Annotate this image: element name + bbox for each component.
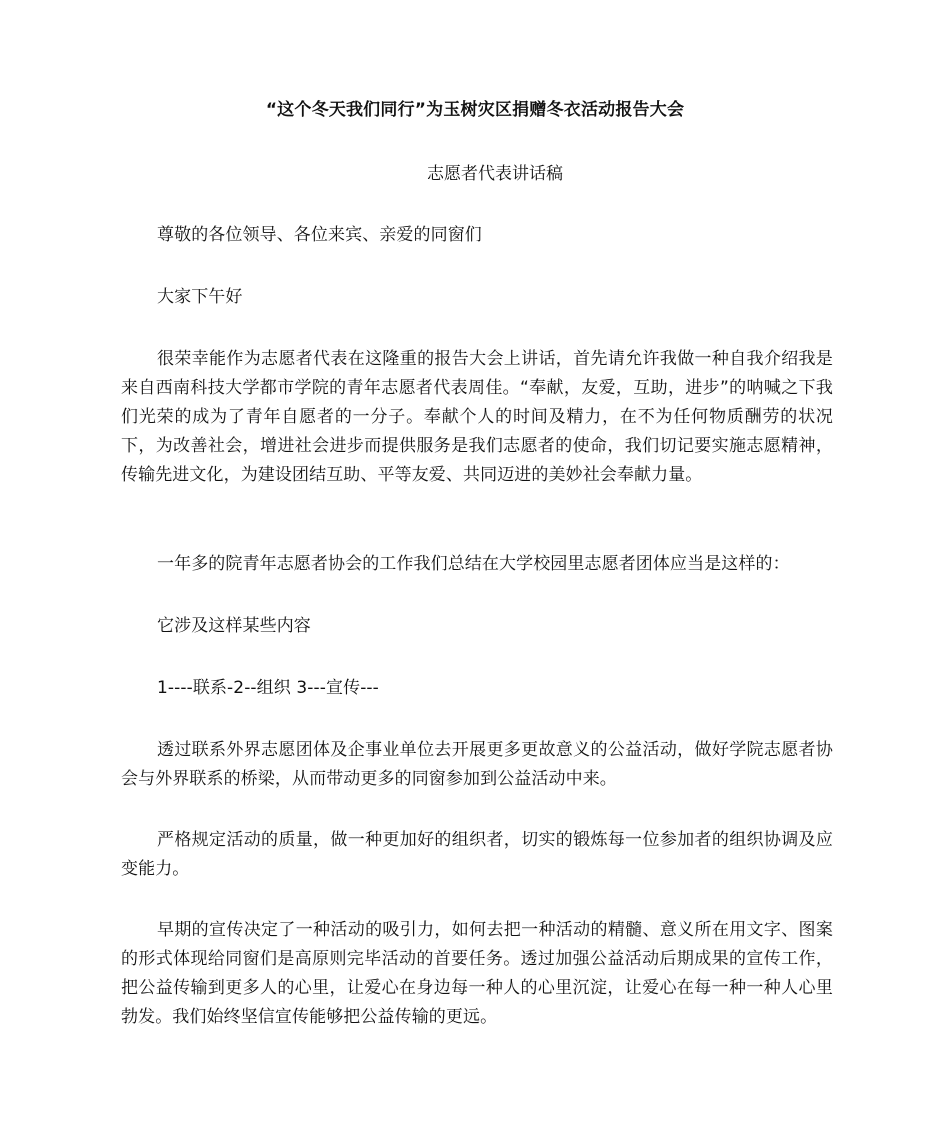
paragraph-contact: 透过联系外界志愿团体及企事业单位去开展更多更故意义的公益活动，做好学院志愿者协会与外界联系的桥梁，从而带动更多的同窗参加到公益活动中来。 bbox=[121, 740, 833, 789]
paragraph-publicity: 早期的宣传决定了一种活动的吸引力，如何去把一种活动的精髓、意义所在用文字、图案的形式体现给同窗们是高原则完毕活动的首要任务。透过加强公益活动后期成果的宣传工作，把公益传输到更多人的心里，让爱心在身边每一种人的心里沉淀，让爱心在每一种一种人心里勃发。我们始终坚信宣传能够把公益传输的更远。 bbox=[121, 920, 833, 1027]
paragraph-greeting: 尊敬的各位领导、各位来宾、亲爱的同窗们 bbox=[157, 225, 482, 245]
paragraph-summary: 一年多的院青年志愿者协会的工作我们总结在大学校园里志愿者团体应当是这样的： bbox=[157, 554, 790, 574]
document-subtitle: 志愿者代表讲话稿 bbox=[427, 164, 563, 184]
paragraph-content-intro: 它涉及这样某些内容 bbox=[157, 616, 311, 636]
paragraph-organization: 严格规定活动的质量，做一种更加好的组织者，切实的锻炼每一位参加者的组织协调及应变能力。 bbox=[121, 830, 833, 879]
paragraph-introduction: 很荣幸能作为志愿者代表在这隆重的报告大会上讲话，首先请允许我做一种自我介绍我是来自西南科技大学都市学院的青年志愿者代表周佳。“奉献，友爱，互助，进步”的呐喊之下我们光荣的成为了青年自愿者的一分子。奉献个人的时间及精力，在不为任何物质酬劳的状况下，为改善社会，增进社会进步而提供服务是我们志愿者的使命，我们切记要实施志愿精神，传输先进文化，为建设团结互助、平等友爱、共同迈进的美妙社会奉献力量。 bbox=[121, 349, 833, 485]
paragraph-good-afternoon: 大家下午好 bbox=[157, 287, 243, 307]
paragraph-list: 1----联系-2--组织 3---宣传--- bbox=[157, 678, 379, 698]
document-title: “这个冬天我们同行”为玉树灾区捐赠冬衣活动报告大会 bbox=[265, 100, 685, 120]
